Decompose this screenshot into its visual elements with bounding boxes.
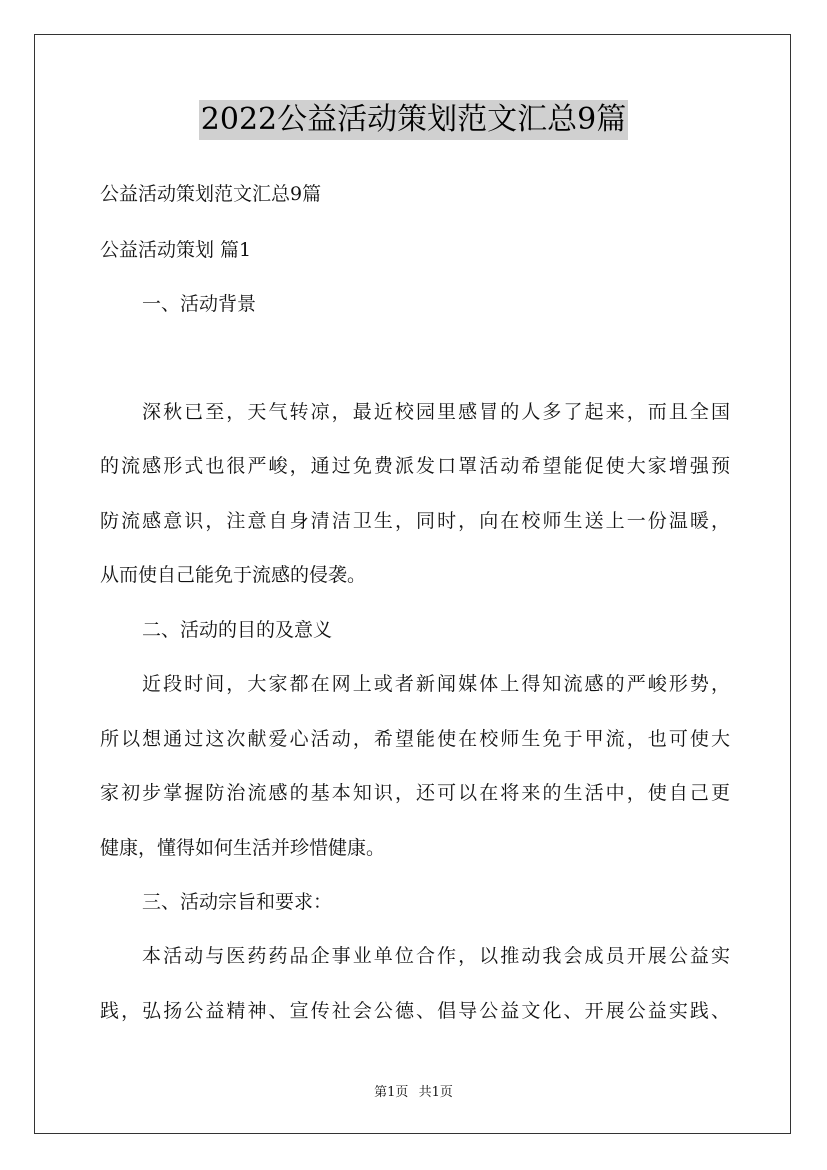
- page-number: 第1页: [374, 1085, 409, 1100]
- title-container: [0, 100, 827, 140]
- page-total: 共1页: [418, 1085, 453, 1100]
- paragraph-line: 践，弘扬公益精神、宣传社会公德、倡导公益文化、开展公益实践、: [100, 1000, 730, 1022]
- document-subtitle: 公益活动策划范文汇总9篇: [100, 183, 322, 205]
- paragraph-line: 从而使自己能免于流感的侵袭。: [100, 564, 367, 586]
- paragraph-line: 本活动与医药药品企事业单位合作，以推动我会成员开展公益实: [142, 945, 730, 967]
- heading-purpose: 二、活动的目的及意义: [142, 619, 333, 641]
- heading-aims: 三、活动宗旨和要求：: [142, 891, 333, 913]
- page-footer: [0, 1084, 827, 1102]
- document-title: 2022公益活动策划范文汇总9篇: [199, 100, 628, 140]
- paragraph-line: 防流感意识，注意自身清洁卫生，同时，向在校师生送上一份温暖，: [100, 510, 730, 532]
- paragraph-line: 近段时间，大家都在网上或者新闻媒体上得知流感的严峻形势，: [142, 673, 730, 695]
- paragraph-line: 的流感形式也很严峻，通过免费派发口罩活动希望能促使大家增强预: [100, 455, 730, 477]
- paragraph-line: 家初步掌握防治流感的基本知识，还可以在将来的生活中，使自己更: [100, 782, 730, 804]
- paragraph-line: 所以想通过这次献爱心活动，希望能使在校师生免于甲流，也可使大: [100, 728, 730, 750]
- heading-background: 一、活动背景: [142, 293, 257, 315]
- paragraph-line: 深秋已至，天气转凉，最近校园里感冒的人多了起来，而且全国: [142, 401, 730, 423]
- paragraph-line: 健康，懂得如何生活并珍惜健康。: [100, 837, 386, 859]
- section-heading: 公益活动策划 篇1: [100, 239, 252, 261]
